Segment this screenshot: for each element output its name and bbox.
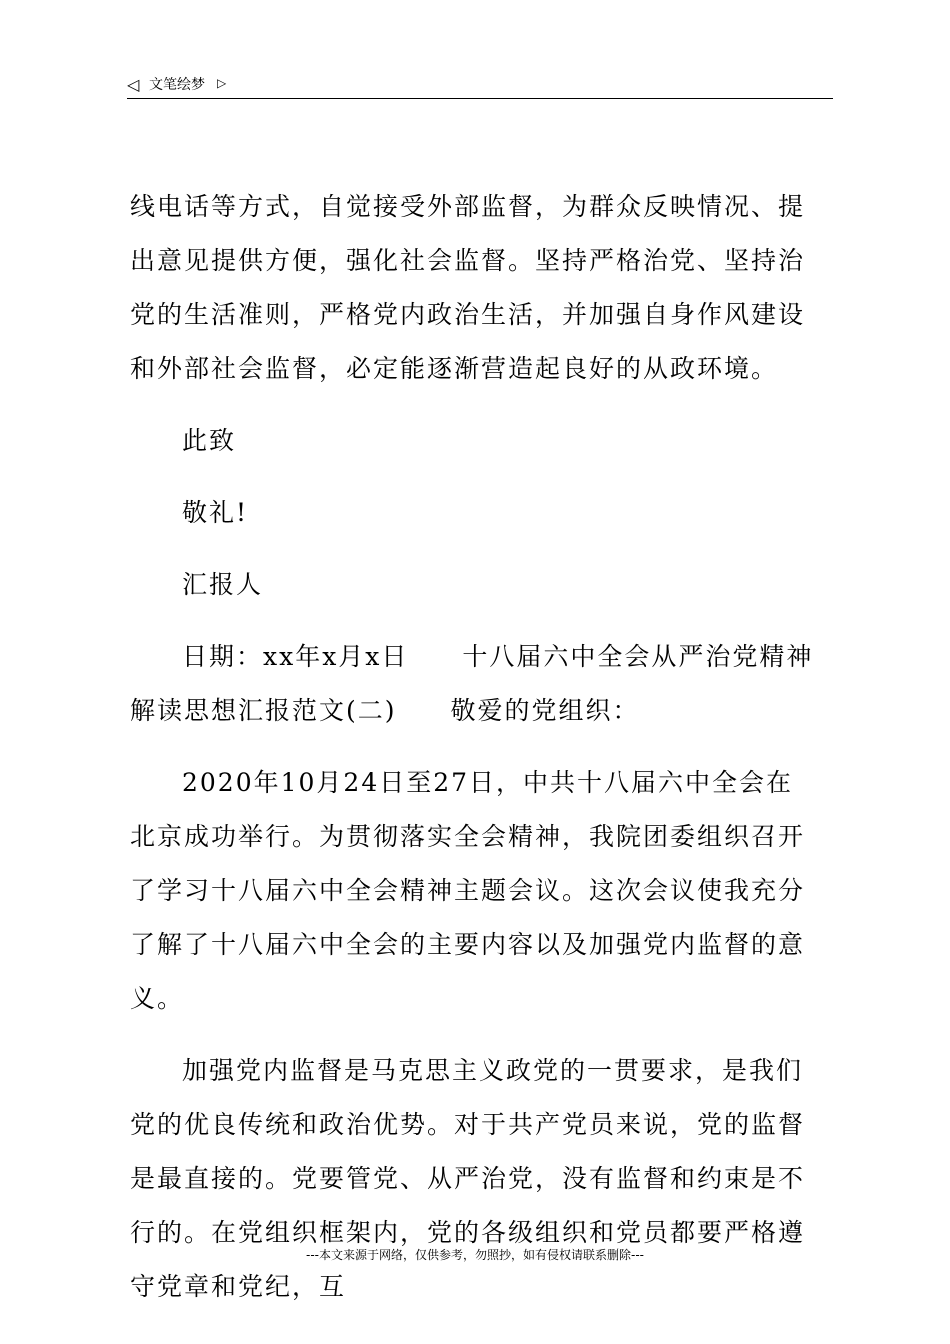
paragraph-continued: 线电话等方式，自觉接受外部监督，为群众反映情况、提出意见提供方便，强化社会监督。坚持严格治党、坚持治党的生活准则，严格党内政治生活，并加强自身作风建设和外部社会监督，必定能逐渐营造起良好的从政环境。 xyxy=(130,192,806,383)
paragraph-supervision: 加强党内监督是马克思主义政党的一贯要求，是我们党的优良传统和政治优势。对于共产党员来说，党的监督是最直接的。党要管党、从严治党，没有监督和约束是不行的。在党组织框架内，党的各级组织和党员都要严格遵守党章和党纪，互 xyxy=(130,1056,806,1301)
document-body xyxy=(130,180,820,1314)
page-footer: ---本文来源于网络，仅供参考，勿照抄，如有侵权请联系删除--- xyxy=(306,1248,644,1262)
left-triangle-icon: ◁ xyxy=(127,75,140,94)
header-title: 文笔绘梦 xyxy=(149,77,205,93)
page-header xyxy=(127,76,833,99)
reporter-label: 汇报人 xyxy=(182,570,264,599)
paragraph-meeting: 2020年10月24日至27日，中共十八届六中全会在北京成功举行。为贯彻落实全会精神，我院团委组织召开了学习十八届六中全会精神主题会议。这次会议使我充分了解了十八届六中全会的主要内容以及加强党内监督的意义。 xyxy=(130,768,806,1013)
closing-cizhi: 此致 xyxy=(182,426,237,455)
date-and-title: 日期：xx年x月x日 十八届六中全会从严治党精神解读思想汇报范文(二) 敬爱的党组织： xyxy=(130,642,814,725)
closing-jingli: 敬礼! xyxy=(182,498,249,527)
right-triangle-icon: ▷ xyxy=(217,76,227,90)
